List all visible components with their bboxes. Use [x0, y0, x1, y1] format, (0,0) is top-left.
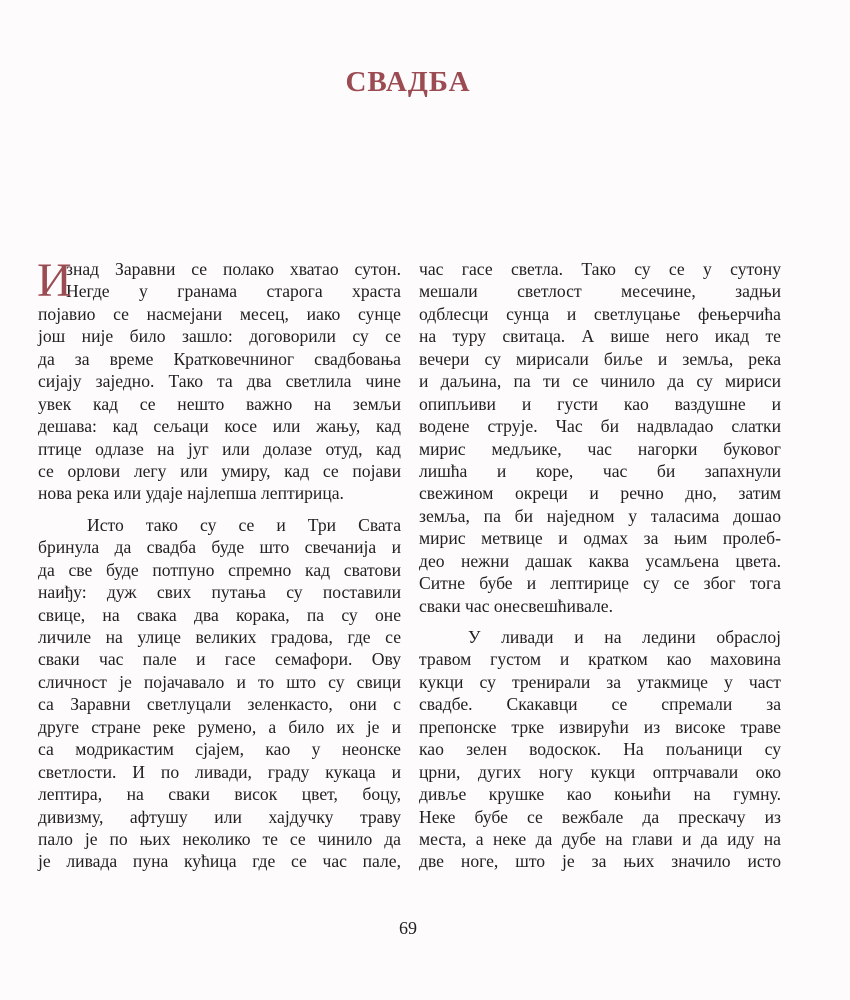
drop-cap: И [37, 254, 72, 307]
paragraph [37, 254, 401, 505]
text-line: земља, па би наједном у таласима дошао [419, 505, 781, 526]
text-line: се орлови легу или умиру, кад се појави [38, 460, 401, 481]
text-line: дешава: кад сељаци косе или жању, кад [38, 416, 401, 437]
text-line: пало је по њих неколико те се чинило да [38, 828, 401, 849]
text-line: наиђу: дуж свих путања су поставили [38, 582, 401, 603]
text-line: две ноге, што је за њих значило исто [419, 851, 781, 872]
text-line: Негде у гранама старога храста [66, 281, 401, 302]
text-line: са Заравни светлуцали зеленкасто, они с [38, 694, 401, 715]
text-line: део нежни дашак каква усамљена цвета. [419, 550, 781, 571]
text-line: мешали светлост месечине, задњи [419, 281, 781, 302]
text-line: нова река или удаје најлепша лептирица. [38, 483, 344, 504]
right-column [419, 258, 781, 873]
text-line: У ливади и на ледини обраслој [468, 627, 781, 647]
text-line: опипљиви и густи као ваздушне и [419, 393, 781, 414]
text-line: свежином окреци и речно дно, затим [419, 483, 781, 504]
text-line: водене струје. Час би надвладао слатки [419, 416, 781, 437]
text-line: лишћа и коре, час би запахнули [419, 460, 781, 481]
text-line: кукци су тренирали за утакмице у част [419, 671, 781, 692]
text-line: сваки час пале и гасе семафори. Ову [38, 649, 401, 670]
text-line: знад Заравни се полако хватао сутон. [66, 259, 401, 279]
text-line: места, а неке да дубе на глави и да иду на [419, 828, 781, 849]
text-line: мирис медљике, час нагорки буковог [419, 438, 781, 459]
text-line: још није било зашло: договорили су се [38, 326, 401, 347]
text-line: сличност је појачавало и то што су свици [38, 671, 401, 692]
text-line: вечери су мирисали биље и земља, река [419, 348, 781, 369]
text-line: дивље крушке као коњићи на гумну. [419, 784, 781, 805]
text-line: сваки час онесвешћивале. [419, 595, 613, 616]
text-line: час гасе светла. Тако су се у сутону [419, 259, 781, 279]
text-line: је ливада пуна кућица где се час пале, [38, 851, 401, 872]
page-number: 69 [399, 918, 417, 938]
chapter-title: СВАДБА [345, 66, 471, 98]
text-line: бринула да свадба буде што свечанија и [38, 537, 401, 558]
text-line: са модрикастим сјајем, као у неонске [38, 739, 401, 760]
text-line: увек кад се нешто важно на земљи [38, 393, 401, 414]
paragraph [419, 258, 781, 617]
text-line: појавио се насмејани месец, иако сунце [38, 303, 401, 324]
paragraph [419, 626, 781, 873]
text-line: да за време Кратковечниног свадбовања [38, 348, 401, 369]
text-line: као зелен водоскок. На пољаници су [419, 739, 781, 760]
text-line: сијају заједно. Тако та два светлила чине [38, 371, 401, 392]
text-line: Ситне бубе и лептирице су се због тога [419, 573, 781, 594]
text-line: свадбе. Скакавци се спремали за [419, 694, 781, 715]
text-line: травом густом и кратком као маховина [419, 649, 781, 670]
text-line: личиле на улице великих градова, где се [38, 627, 401, 647]
text-line: птице одлазе на југ или долазе отуд, кад [38, 438, 401, 459]
text-line: и даљина, па ти се чинило да су мириси [419, 371, 781, 392]
left-column [37, 254, 401, 873]
text-line: црни, дугих ногу кукци оптрчавали око [419, 761, 781, 782]
text-line: на туру свитаца. А више него икад те [419, 326, 781, 347]
paragraph [38, 514, 401, 873]
text-line: светлости. И по ливади, граду кукаца и [38, 761, 401, 782]
text-line: Неке бубе се вежбале да прескачу из [419, 806, 781, 827]
text-line: мирис метвице и одмах за њим пролеб- [419, 528, 781, 549]
text-line: препонске трке извирући из високе траве [419, 716, 781, 737]
text-line: да све буде потпуно спремно кад сватови [38, 559, 401, 580]
text-line: Исто тако су се и Три Свата [87, 514, 401, 535]
text-line: лептира, на сваки висок цвет, боцу, [38, 784, 401, 805]
text-line: одблесци сунца и светлуцање фењерчића [419, 303, 781, 324]
text-line: друге стране реке румено, а било их је и [38, 716, 401, 737]
text-line: дивизму, афтушу или хајдучку траву [38, 806, 401, 827]
text-line: свице, на свака два корака, па су оне [38, 604, 401, 625]
